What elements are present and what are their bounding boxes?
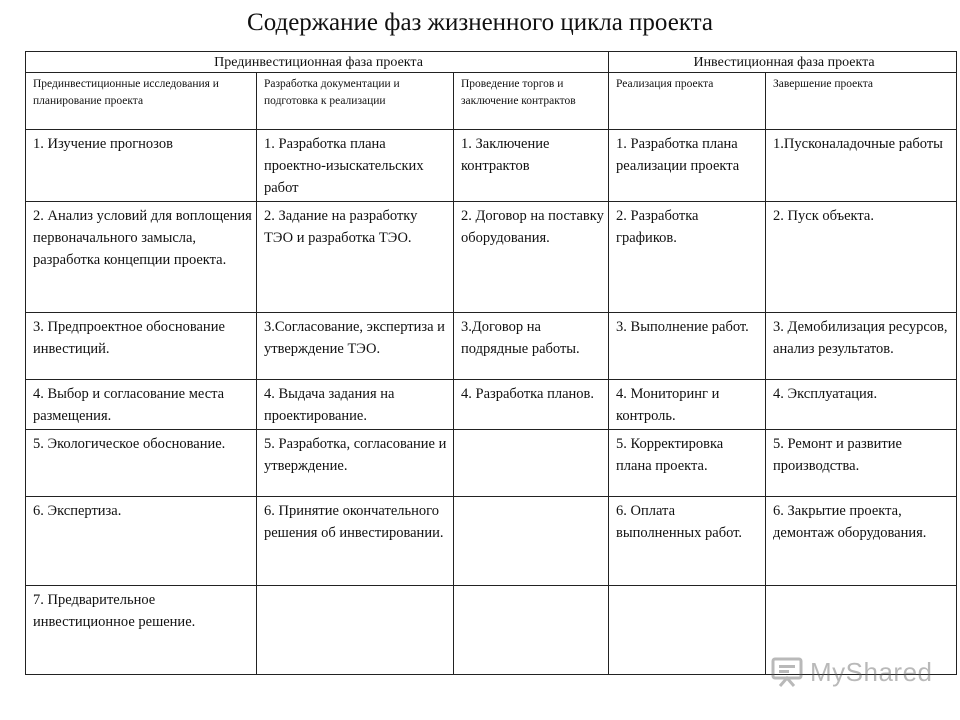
phase-preinvestment: Прединвестиционная фаза проекта [26,52,609,73]
table-row [26,497,957,586]
table-cell: 4. Эксплуатация. [766,380,957,430]
stage-header: Прединвестиционные исследования и планирование проекта [26,73,257,130]
table-cell: 5. Разработка, согласование и утверждение. [257,430,454,497]
table-cell [609,586,766,675]
table-cell: 6. Принятие окончательного решения об инвестировании. [257,497,454,586]
watermark [770,655,933,689]
stage-header: Разработка документации и подготовка к реализации [257,73,454,130]
table-row [26,380,957,430]
table-cell: 6. Оплата выполненных работ. [609,497,766,586]
table-cell: 3. Предпроектное обоснование инвестиций. [26,313,257,380]
phase-header-row [26,52,957,73]
page-title: Содержание фаз жизненного цикла проекта [247,9,713,36]
stage-header-row [26,73,957,130]
table-cell [257,586,454,675]
stage-header: Завершение проекта [766,73,957,130]
lifecycle-table [25,51,957,675]
table-cell: 5. Экологическое обоснование. [26,430,257,497]
table-cell: 2. Договор на поставку оборудования. [454,202,609,313]
table-cell [454,586,609,675]
table-cell: 1. Изучение прогнозов [26,130,257,202]
table-cell: 4. Мониторинг и контроль. [609,380,766,430]
table-cell: 1. Разработка плана проектно-изыскательских работ [257,130,454,202]
table-cell: 5. Ремонт и развитие производства. [766,430,957,497]
presentation-board-icon [770,655,804,689]
table-cell: 2. Разработка графиков. [609,202,766,313]
table-cell [454,430,609,497]
table-cell [454,497,609,586]
table-cell: 3.Договор на подрядные работы. [454,313,609,380]
table-row [26,130,957,202]
table-row [26,430,957,497]
table-cell: 4. Разработка планов. [454,380,609,430]
table-cell: 2. Анализ условий для воплощения первоначального замысла, разработка концепции проекта. [26,202,257,313]
table-cell: 4. Выбор и согласование места размещения. [26,380,257,430]
table-row [26,202,957,313]
stage-header: Проведение торгов и заключение контрактов [454,73,609,130]
table-cell: 6. Закрытие проекта, демонтаж оборудования. [766,497,957,586]
stage-header: Реализация проекта [609,73,766,130]
table-cell: 7. Предварительное инвестиционное решение. [26,586,257,675]
table-cell: 4. Выдача задания на проектирование. [257,380,454,430]
table-cell: 1. Разработка плана реализации проекта [609,130,766,202]
table-cell: 3. Выполнение работ. [609,313,766,380]
table-cell: 2. Пуск объекта. [766,202,957,313]
table-cell: 6. Экспертиза. [26,497,257,586]
table-cell: 2. Задание на разработку ТЭО и разработка ТЭО. [257,202,454,313]
table-cell: 3. Демобилизация ресурсов, анализ результатов. [766,313,957,380]
table-row [26,313,957,380]
table-cell: 1.Пусконаладочные работы [766,130,957,202]
phase-investment: Инвестиционная фаза проекта [609,52,957,73]
watermark-text: MyShared [810,656,933,687]
table-cell: 3.Согласование, экспертиза и утверждение ТЭО. [257,313,454,380]
table-cell: 5. Корректировка плана проекта. [609,430,766,497]
table-cell: 1. Заключение контрактов [454,130,609,202]
